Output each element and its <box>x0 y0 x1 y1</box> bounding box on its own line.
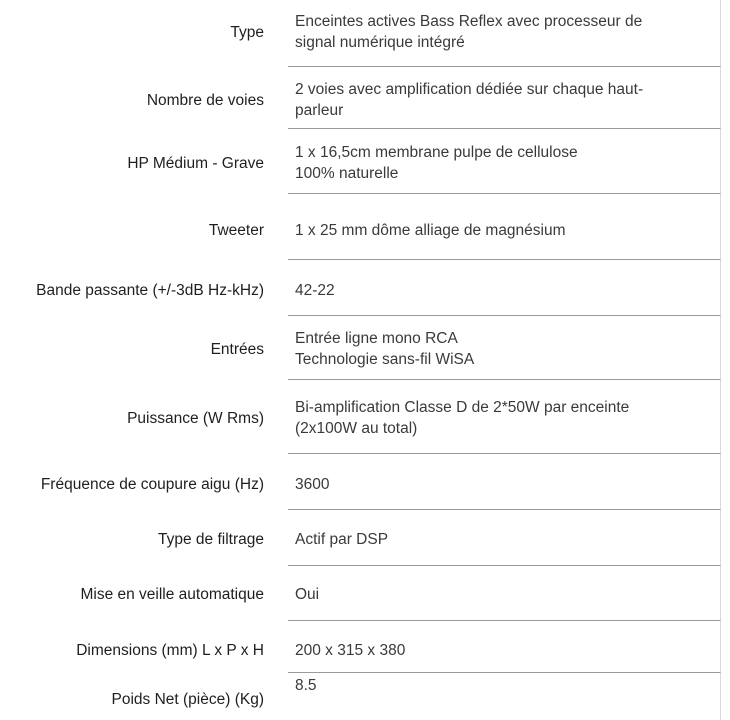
spec-label: Fréquence de coupure aigu (Hz) <box>40 476 264 493</box>
spec-row-poids <box>0 673 730 720</box>
spec-label: Tweeter <box>208 222 264 239</box>
spec-row-tweeter <box>0 194 730 260</box>
spec-label: Bande passante (+/-3dB Hz-kHz) <box>36 282 264 299</box>
spec-value-cell <box>288 454 721 510</box>
spec-value-cell <box>288 566 721 621</box>
spec-row-filtrage <box>0 510 730 566</box>
spec-row-frequence <box>0 454 730 510</box>
spec-value: Actif par DSP <box>295 531 389 548</box>
spec-value: 200 x 315 x 380 <box>295 642 406 659</box>
spec-value: 1 x 25 mm dôme alliage de magnésium <box>295 222 566 239</box>
spec-row-type <box>0 0 730 67</box>
spec-label: Entrées <box>210 341 264 358</box>
spec-label: Nombre de voies <box>146 92 264 109</box>
spec-label: HP Médium - Grave <box>127 155 264 172</box>
spec-label: Dimensions (mm) L x P x H <box>76 642 264 659</box>
spec-value-cell <box>288 129 721 194</box>
spec-value: Oui <box>295 586 320 603</box>
spec-value: Entrée ligne mono RCA Technologie sans-fil WiSA <box>295 330 475 368</box>
spec-value-cell <box>288 67 721 129</box>
spec-row-puissance <box>0 380 730 454</box>
spec-label: Type de filtrage <box>158 531 264 548</box>
spec-value-cell <box>288 316 721 380</box>
spec-label: Type <box>230 24 264 41</box>
spec-value: 42-22 <box>295 282 335 299</box>
spec-value: 3600 <box>295 476 330 493</box>
spec-row-veille <box>0 566 730 621</box>
spec-label: Poids Net (pièce) (Kg) <box>111 691 264 708</box>
spec-value-cell <box>288 673 721 720</box>
spec-value: 2 voies avec amplification dédiée sur chaque haut- parleur <box>295 81 644 119</box>
spec-value-cell <box>288 621 721 673</box>
spec-row-voies <box>0 67 730 129</box>
spec-label: Mise en veille automatique <box>80 586 264 603</box>
spec-value: 8.5 <box>295 677 317 694</box>
spec-row-dimensions <box>0 621 730 673</box>
spec-value: Enceintes actives Bass Reflex avec processeur de signal numérique intégré <box>295 13 643 51</box>
spec-row-entrees <box>0 316 730 380</box>
spec-label: Puissance (W Rms) <box>127 410 264 427</box>
spec-value-cell <box>288 380 721 454</box>
spec-row-hp-medium <box>0 129 730 194</box>
spec-value: Bi-amplification Classe D de 2*50W par enceinte (2x100W au total) <box>295 399 630 437</box>
spec-value-cell <box>288 194 721 260</box>
spec-value: 1 x 16,5cm membrane pulpe de cellulose 100% naturelle <box>295 144 578 182</box>
spec-value-cell <box>288 0 721 67</box>
spec-value-cell <box>288 510 721 566</box>
spec-value-cell <box>288 260 721 316</box>
spec-row-bande-passante <box>0 260 730 316</box>
